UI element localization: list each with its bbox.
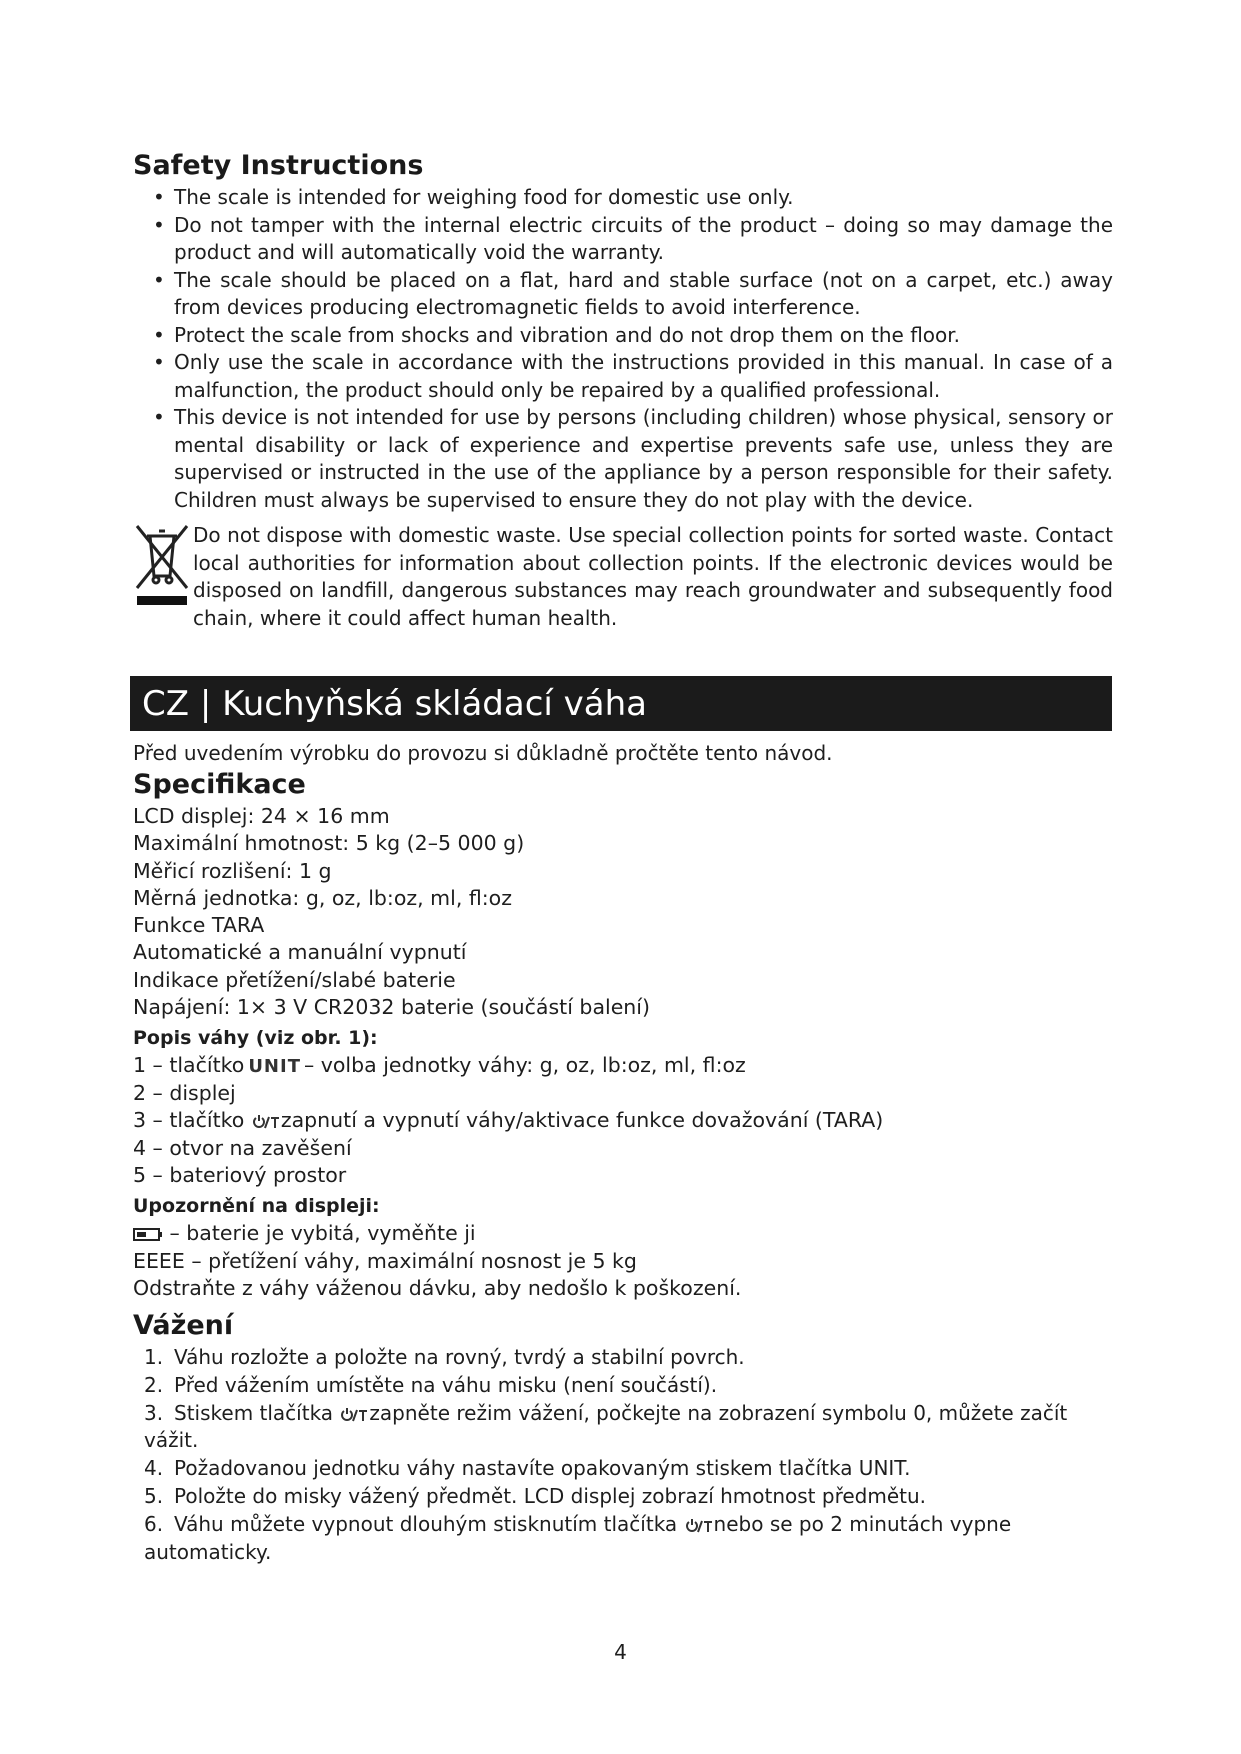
list-item bbox=[133, 1344, 1113, 1372]
list-item: • The scale should be placed on a flat, hard and stable surface (not on a carpet, etc.) away from devices producing electromagnetic fields to avoid interference. bbox=[133, 267, 1113, 322]
list-item bbox=[133, 1372, 1113, 1400]
disposal-text: Do not dispose with domestic waste. Use special collection points for sorted waste. Contact local authorities for information about collection points. If the electronic devices would be disposed on landfill, dangerous substances may reach groundwater and subsequently food chain, where it could affect human health. bbox=[193, 523, 1113, 630]
list-item: • Protect the scale from shocks and vibration and do not drop them on the floor. bbox=[133, 322, 1113, 350]
spec-line: Funkce TARA bbox=[133, 913, 265, 938]
description-text: – volba jednotky váhy: g, oz, lb:oz, ml, fl:oz bbox=[303, 1053, 746, 1078]
description-line: 2 – displej bbox=[133, 1081, 236, 1106]
list-item bbox=[133, 1455, 1113, 1483]
step-number: 5. bbox=[144, 1484, 164, 1509]
step-text: zapněte režim vážení, počkejte na zobrazení symbolu 0, můžete začít vážit. bbox=[144, 1400, 1068, 1453]
list-item bbox=[133, 1511, 1113, 1567]
step-text: nebo se po 2 minutách vypne automaticky. bbox=[144, 1511, 1012, 1564]
step-number: 6. bbox=[144, 1511, 164, 1536]
safety-title: Safety Instructions bbox=[133, 150, 424, 181]
list-item bbox=[133, 1400, 1113, 1456]
list-item: • The scale is intended for weighing food for domestic use only. bbox=[133, 184, 1113, 212]
step-text: Položte do misky vážený předmět. LCD displej zobrazí hmotnost předmětu. bbox=[174, 1484, 927, 1509]
page-number: 4 bbox=[614, 1640, 627, 1664]
step-text: Před vážením umístěte na váhu misku (není součástí). bbox=[174, 1372, 718, 1397]
warning-line bbox=[133, 1220, 1113, 1247]
spec-line: LCD displej: 24 × 16 mm bbox=[133, 804, 390, 828]
step-text: Požadovanou jednotku váhy nastavíte opakovaným stiskem tlačítka UNIT. bbox=[174, 1456, 911, 1481]
step-number: 3. bbox=[144, 1400, 164, 1425]
spec-line: Napájení: 1× 3 V CR2032 baterie (součástí balení) bbox=[133, 995, 650, 1020]
warnings-list bbox=[133, 1220, 1113, 1302]
power-tare-icon bbox=[684, 1516, 714, 1534]
disposal-paragraph bbox=[133, 522, 1113, 632]
description-line: 5 – bateriový prostor bbox=[133, 1162, 347, 1187]
description-line bbox=[133, 1107, 1113, 1134]
description-list bbox=[133, 1052, 1113, 1189]
power-tare-icon bbox=[339, 1405, 369, 1423]
list-item: • Only use the scale in accordance with the instructions provided in this manual. In case of a malfunction, the product should only be repaired by a qualified professional. bbox=[133, 349, 1113, 404]
list-item bbox=[133, 1483, 1113, 1511]
unit-icon: UNIT bbox=[248, 1055, 301, 1077]
step-text: Váhu rozložte a položte na rovný, tvrdý a stabilní povrch. bbox=[174, 1345, 745, 1370]
warning-text: – baterie je vybitá, vyměňte ji bbox=[169, 1221, 476, 1246]
description-text: 3 – tlačítko bbox=[133, 1108, 245, 1133]
warning-line: EEEE – přetížení váhy, maximální nosnost je 5 kg bbox=[133, 1248, 637, 1273]
list-item: • Do not tamper with the internal electric circuits of the product – doing so may damage the product and will automatically void the warranty. bbox=[133, 212, 1113, 267]
power-tare-icon bbox=[251, 1112, 281, 1130]
step-number: 1. bbox=[144, 1345, 164, 1370]
spec-title: Specifikace bbox=[133, 769, 306, 800]
list-item: • This device is not intended for use by persons (including children) whose physical, sensory or mental disability or lack of experience and expertise prevents safe use, unless they are supervised or instructed in the use of the appliance by a person responsible for their safety. Children must always be supervised to ensure they do not play with the device. bbox=[133, 404, 1113, 514]
description-line bbox=[133, 1052, 1113, 1080]
step-text: Váhu můžete vypnout dlouhým stisknutím tlačítka bbox=[174, 1511, 678, 1536]
description-line: 4 – otvor na zavěšení bbox=[133, 1135, 352, 1160]
manual-page bbox=[133, 148, 1113, 1566]
section-banner: CZ | Kuchyňská skládací váha bbox=[130, 676, 1112, 731]
spec-line: Měřicí rozlišení: 1 g bbox=[133, 858, 332, 883]
crossed-bin-icon bbox=[133, 522, 191, 608]
spec-line: Měrná jednotka: g, oz, lb:oz, ml, fl:oz bbox=[133, 885, 512, 910]
weighing-steps bbox=[133, 1344, 1113, 1566]
warning-line: Odstraňte z váhy váženou dávku, aby nedošlo k poškození. bbox=[133, 1275, 742, 1300]
low-battery-icon bbox=[133, 1227, 163, 1241]
spec-line: Indikace přetížení/slabé baterie bbox=[133, 967, 456, 992]
weighing-title: Vážení bbox=[133, 1310, 234, 1342]
spec-list bbox=[133, 803, 1113, 1021]
safety-list bbox=[133, 184, 1113, 514]
description-text: zapnutí a vypnutí váhy/aktivace funkce dovažování (TARA) bbox=[280, 1108, 884, 1133]
step-number: 4. bbox=[144, 1456, 164, 1481]
description-text: 1 – tlačítko bbox=[133, 1053, 245, 1078]
spec-line: Automatické a manuální vypnutí bbox=[133, 940, 467, 965]
step-text: Stiskem tlačítka bbox=[174, 1400, 334, 1425]
description-title: Popis váhy (viz obr. 1): bbox=[133, 1027, 378, 1050]
spec-line: Maximální hmotnost: 5 kg (2–5 000 g) bbox=[133, 831, 525, 856]
warnings-title: Upozornění na displeji: bbox=[133, 1195, 380, 1218]
step-number: 2. bbox=[144, 1372, 164, 1397]
intro-text: Před uvedením výrobku do provozu si důkladně pročtěte tento návod. bbox=[133, 741, 833, 765]
